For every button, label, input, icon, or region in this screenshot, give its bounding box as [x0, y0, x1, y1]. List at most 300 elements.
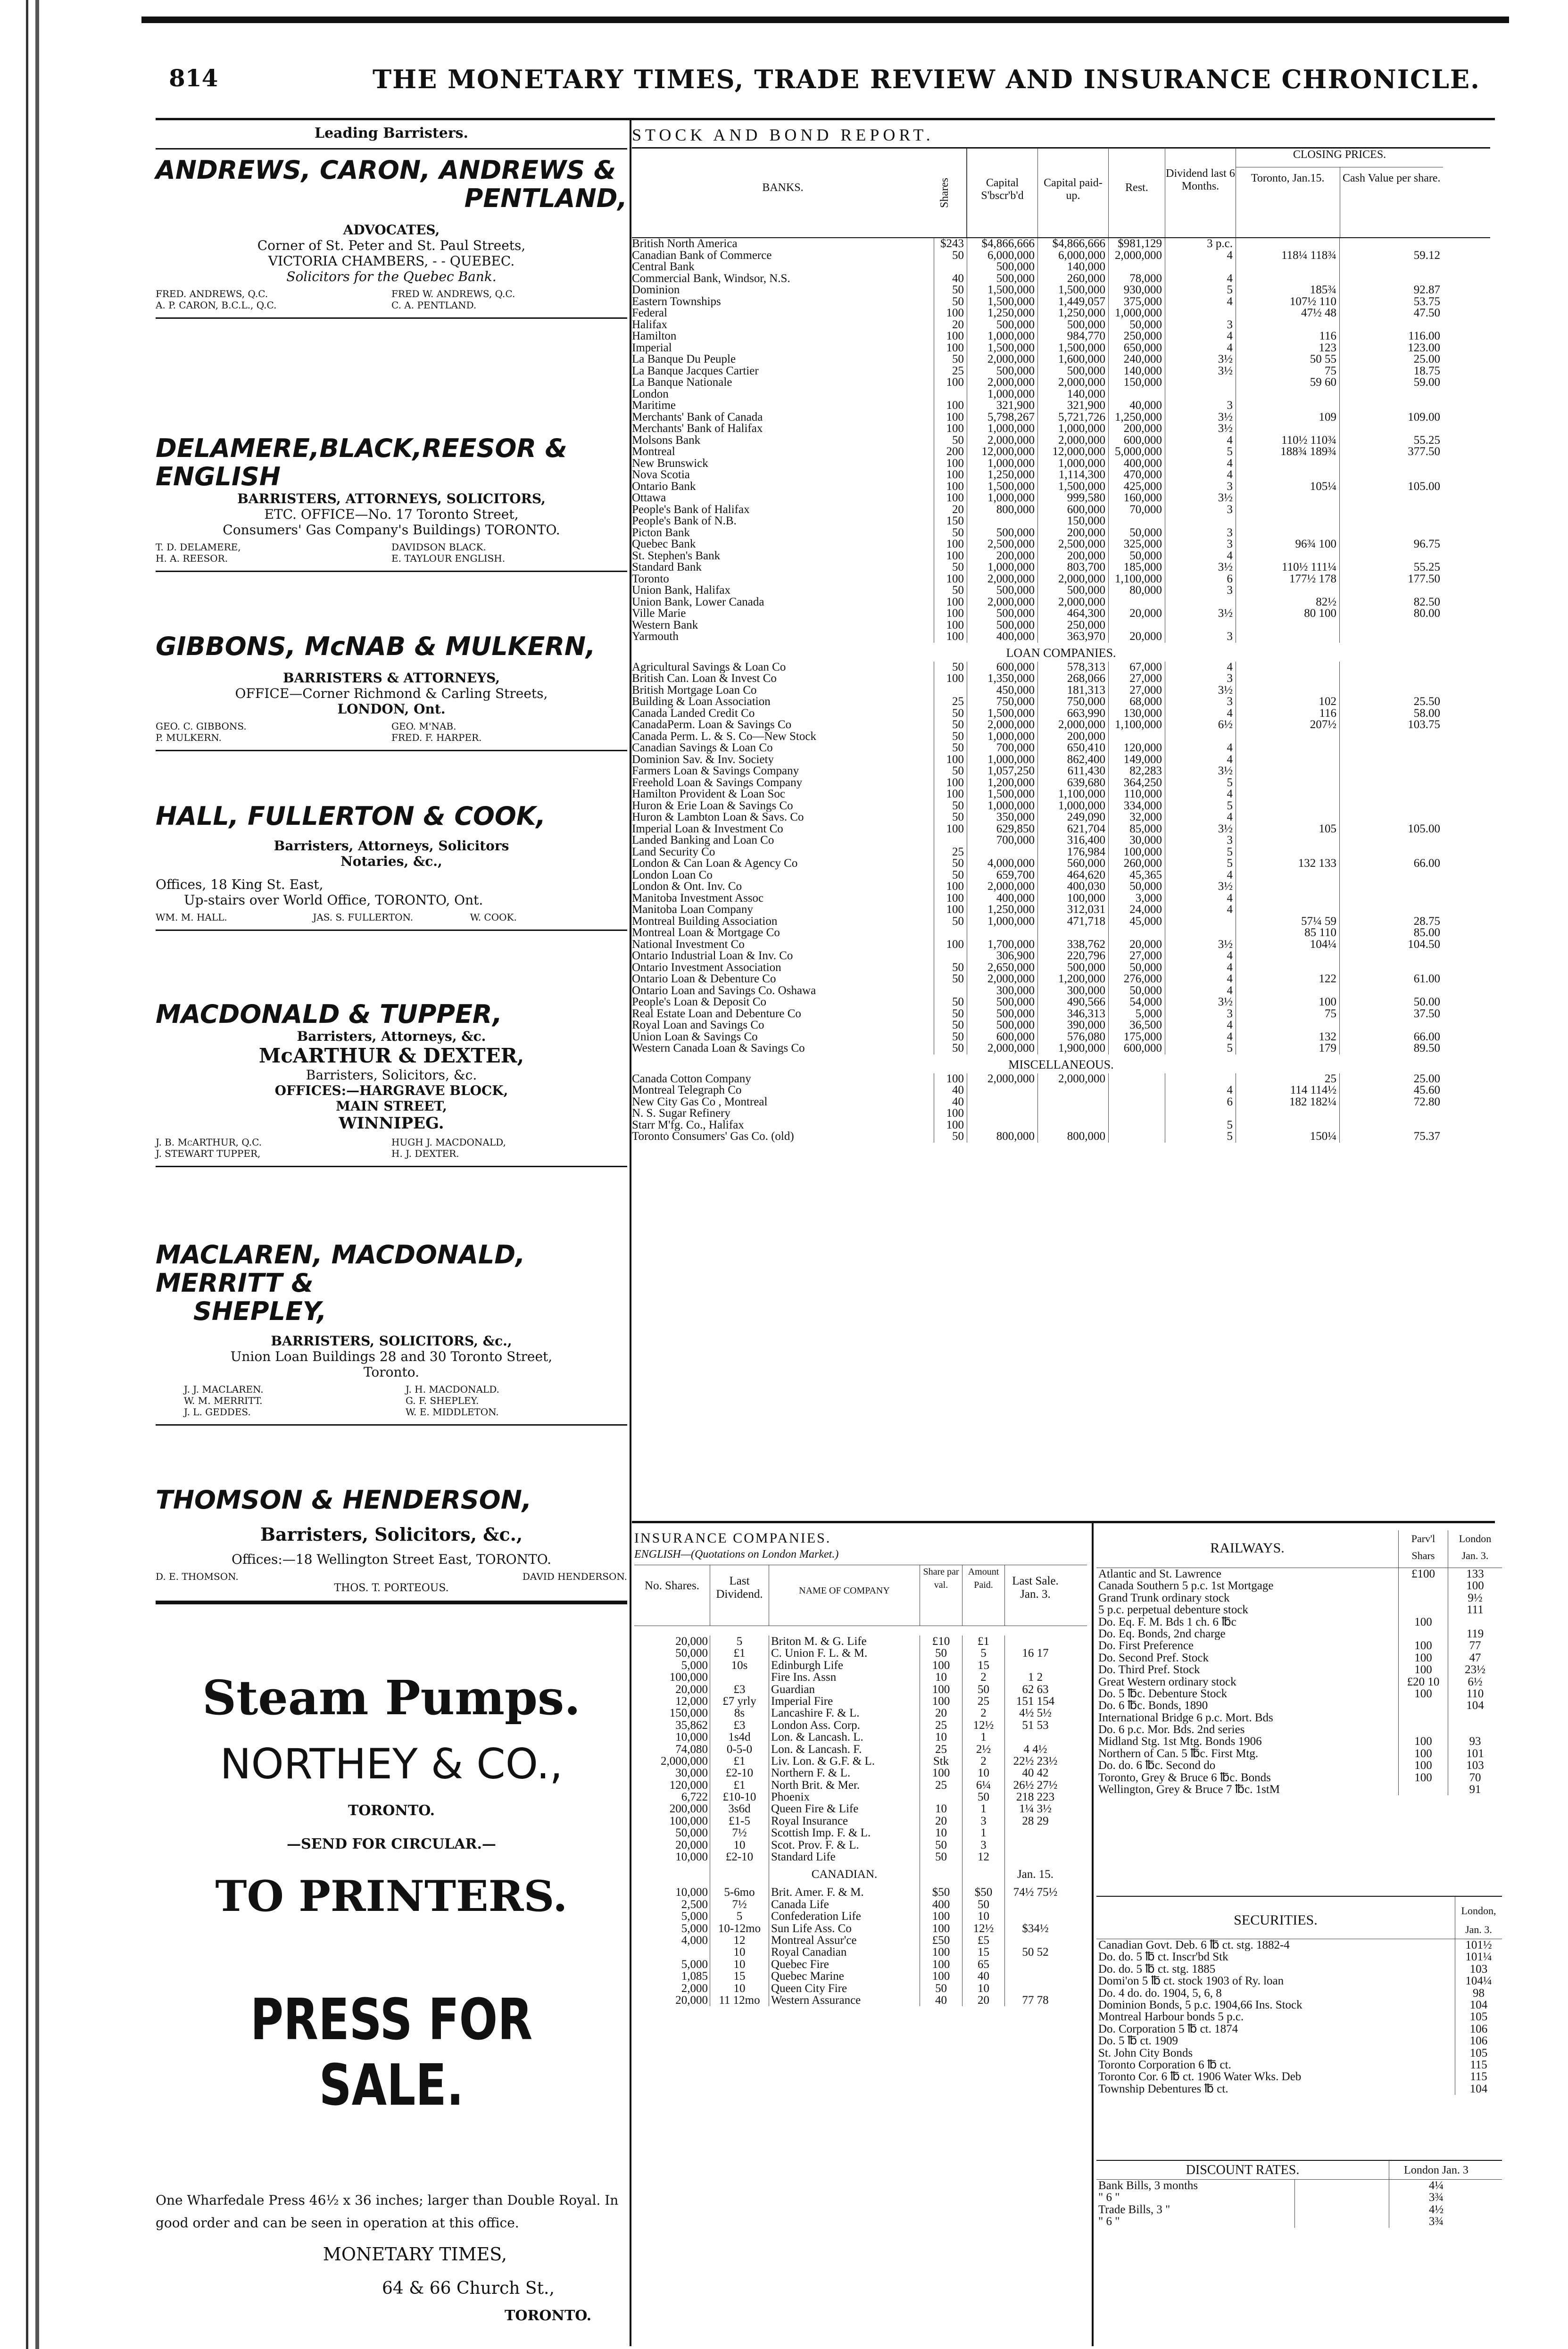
- table-row: [632, 708, 1490, 720]
- table-cell: [1339, 789, 1443, 800]
- table-cell: 560,000: [1037, 858, 1108, 870]
- table-cell: 47: [1448, 1652, 1502, 1664]
- table-cell: 1: [962, 1803, 1004, 1815]
- table-cell: 98: [1455, 1987, 1502, 1999]
- table-cell: 50,000: [1108, 319, 1165, 331]
- table-cell: Huron & Erie Loan & Savings Co: [632, 800, 793, 812]
- table-cell: 500,000: [1037, 962, 1108, 974]
- table-cell: 120,000: [669, 1779, 708, 1792]
- securities-rows: [1096, 1939, 1502, 2095]
- col-header: Shares: [934, 149, 967, 237]
- table-cell: 4: [1165, 435, 1236, 447]
- partner-name: C. A. PENTLAND.: [391, 299, 477, 311]
- table-row: [1096, 2180, 1502, 2191]
- table-cell: 3½: [1165, 823, 1236, 835]
- table-row: [1096, 1700, 1502, 1711]
- table-cell: [1004, 1899, 1066, 1910]
- table-cell: 4: [1165, 1020, 1236, 1031]
- table-cell: 663,990: [1037, 708, 1108, 720]
- table-cell: 30,000: [1108, 835, 1165, 847]
- table-cell: [1236, 893, 1339, 905]
- table-cell: 6½: [1165, 719, 1236, 731]
- table-cell: 1,500,000: [967, 284, 1037, 296]
- table-cell: [1339, 731, 1443, 743]
- table-cell: Starr M'fg. Co., Halifax: [632, 1119, 744, 1131]
- table-cell: [1108, 1073, 1165, 1085]
- table-cell: 20,000: [1108, 631, 1165, 643]
- table-cell: 105.00: [1339, 481, 1443, 493]
- table-cell: 10: [962, 1910, 1004, 1922]
- top-rule: [141, 17, 1509, 23]
- railways: [1096, 1530, 1502, 1795]
- table-cell: [1339, 469, 1443, 481]
- partner-name: W. COOK.: [470, 912, 517, 923]
- table-cell: 10: [710, 1959, 769, 1970]
- partner-name: J. B. McARTHUR, Q.C.: [156, 1137, 262, 1148]
- table-cell: Merchants' Bank of Canada: [632, 411, 763, 423]
- table-cell: 4: [1165, 870, 1236, 881]
- table-cell: 50: [920, 1983, 962, 1994]
- table-cell: 50: [920, 1851, 962, 1863]
- table-row: [632, 585, 1490, 597]
- table-cell: 59.00: [1339, 377, 1443, 389]
- table-cell: 109: [1236, 412, 1339, 423]
- table-row: [1096, 1724, 1502, 1735]
- table-row: [1096, 1568, 1502, 1580]
- table-row: [632, 423, 1490, 435]
- table-cell: 150: [934, 515, 967, 527]
- table-cell: 85,000: [1108, 823, 1165, 835]
- table-cell: 104: [1455, 2083, 1502, 2095]
- table-cell: [1236, 765, 1339, 777]
- table-cell: 5,000: [1108, 1008, 1165, 1020]
- table-cell: 2,000,000: [967, 1043, 1037, 1054]
- table-row: [632, 573, 1490, 585]
- table-row: [632, 731, 1490, 743]
- table-cell: 200,000: [1037, 731, 1108, 743]
- table-row: [1096, 2083, 1502, 2095]
- table-cell: 100: [934, 573, 967, 585]
- table-cell: Do. Second Pref. Stock: [1098, 1652, 1209, 1664]
- table-cell: 82½: [1236, 597, 1339, 608]
- table-cell: [1398, 1628, 1448, 1640]
- table-cell: 24,000: [1108, 904, 1165, 916]
- table-cell: 45,000: [1108, 916, 1165, 928]
- table-cell: 132: [1236, 1031, 1339, 1043]
- table-cell: [934, 927, 967, 939]
- table-cell: 4: [1165, 904, 1236, 916]
- table-cell: [1339, 261, 1443, 273]
- table-cell: 100: [934, 550, 967, 562]
- table-cell: 2: [962, 1707, 1004, 1719]
- table-cell: 28.75: [1339, 916, 1443, 928]
- table-cell: 20: [962, 1994, 1004, 2006]
- table-cell: 500,000: [967, 620, 1037, 631]
- table-row: [632, 261, 1490, 273]
- partner-name: J. L. GEDDES.: [184, 1406, 251, 1418]
- table-row: [632, 927, 1490, 939]
- table-cell: 50: [934, 800, 967, 812]
- table-cell: People's Bank of N.B.: [632, 515, 737, 527]
- table-cell: 133: [1448, 1568, 1502, 1580]
- table-row: [632, 435, 1490, 447]
- table-cell: 50: [934, 962, 967, 974]
- table-cell: [1339, 950, 1443, 962]
- table-row: [1096, 1939, 1502, 1951]
- table-cell: 600,000: [1037, 504, 1108, 516]
- table-cell: 35,862: [675, 1719, 708, 1732]
- table-cell: 103: [1448, 1760, 1502, 1771]
- table-cell: 3: [1165, 835, 1236, 847]
- table-cell: [1108, 1108, 1165, 1120]
- table-cell: 4: [1165, 458, 1236, 470]
- table-cell: 450,000: [967, 685, 1037, 697]
- table-cell: 50: [934, 562, 967, 573]
- table-cell: British North America: [632, 238, 738, 250]
- table-cell: Bank Bills, 3 months: [1098, 2180, 1198, 2192]
- col-header: London, Jan. 3.: [1455, 1897, 1502, 1939]
- table-cell: [1165, 377, 1236, 389]
- table-cell: 471,718: [1037, 916, 1108, 928]
- table-cell: £3: [710, 1719, 769, 1731]
- table-cell: 25.00: [1339, 354, 1443, 365]
- col-header: Parv'l Shars: [1398, 1530, 1448, 1568]
- table-cell: Toronto Consumers' Gas Co. (old): [632, 1131, 794, 1143]
- table-row: [632, 1108, 1490, 1120]
- table-cell: 1: [962, 1731, 1004, 1743]
- table-cell: 50: [934, 296, 967, 308]
- table-cell: 3: [1165, 539, 1236, 550]
- table-cell: 20,000: [675, 1994, 708, 2007]
- table-cell: 400,000: [967, 893, 1037, 905]
- table-cell: Western Bank: [632, 619, 698, 631]
- table-cell: 10: [710, 1983, 769, 1994]
- table-row: [632, 458, 1490, 470]
- firm-line: OFFICE—Corner Richmond & Carling Streets,: [235, 686, 548, 701]
- table-cell: 5: [1165, 847, 1236, 858]
- table-cell: [1339, 847, 1443, 858]
- table-cell: [1004, 1851, 1066, 1863]
- table-cell: Great Western ordinary stock: [1098, 1676, 1236, 1688]
- table-cell: 100: [934, 400, 967, 412]
- table-cell: 500,000: [967, 996, 1037, 1008]
- table-cell: [1108, 1131, 1165, 1143]
- table-cell: 20,000: [675, 1839, 708, 1851]
- table-cell: 2,000,000: [967, 354, 1037, 365]
- table-cell: 276,000: [1108, 973, 1165, 985]
- table-cell: 200,000: [1037, 550, 1108, 562]
- table-cell: 50: [934, 731, 967, 743]
- table-cell: 600,000: [967, 1031, 1037, 1043]
- table-cell: 1,250,000: [967, 469, 1037, 481]
- table-cell: Farmers Loan & Savings Company: [632, 765, 799, 777]
- table-cell: 100: [934, 608, 967, 620]
- table-cell: 4: [1165, 893, 1236, 905]
- table-cell: [1236, 777, 1339, 789]
- col-header: Share par val.: [920, 1565, 962, 1626]
- table-cell: [1339, 1120, 1443, 1131]
- table-cell: 1,057,250: [967, 765, 1037, 777]
- table-cell: [1294, 2204, 1389, 2216]
- table-cell: £1: [710, 1647, 769, 1659]
- table-cell: 0-5-0: [710, 1743, 769, 1755]
- table-cell: [1339, 423, 1443, 435]
- table-row: [632, 950, 1490, 962]
- table-cell: 100: [934, 492, 967, 504]
- table-cell: [1165, 597, 1236, 608]
- table-cell: 3½: [1165, 562, 1236, 573]
- table-cell: 312,031: [1037, 904, 1108, 916]
- table-cell: 1,500,000: [1037, 342, 1108, 354]
- table-cell: 119: [1448, 1628, 1502, 1640]
- table-cell: [1165, 916, 1236, 928]
- table-cell: 5: [962, 1647, 1004, 1659]
- table-cell: 4: [1165, 342, 1236, 354]
- table-cell: 160,000: [1108, 492, 1165, 504]
- table-cell: [1236, 1120, 1339, 1131]
- table-cell: 116: [1236, 331, 1339, 342]
- table-cell: 66.00: [1339, 1031, 1443, 1043]
- page-binding-line: [35, 0, 39, 2349]
- table-row: [1096, 1951, 1502, 1963]
- table-cell: 77: [1448, 1640, 1502, 1652]
- table-cell: 3½: [1165, 765, 1236, 777]
- table-cell: 4: [1165, 708, 1236, 720]
- table-cell: [1236, 835, 1339, 847]
- table-cell: 363,970: [1037, 631, 1108, 643]
- table-row: [634, 1779, 1087, 1791]
- table-row: [632, 1096, 1490, 1108]
- table-cell: [1236, 754, 1339, 766]
- railway-rows: [1096, 1568, 1502, 1795]
- table-cell: Nova Scotia: [632, 469, 690, 481]
- table-cell: [1236, 400, 1339, 412]
- table-cell: 40: [934, 1096, 967, 1108]
- table-cell: Imperial Fire: [769, 1695, 920, 1707]
- firm-line: BARRISTERS, ATTORNEYS, SOLICITORS,: [237, 491, 546, 506]
- table-cell: 2,500: [681, 1898, 708, 1911]
- table-cell: 104: [1455, 1999, 1502, 2011]
- table-cell: 1,000,000: [967, 423, 1037, 435]
- table-cell: Manitoba Investment Assoc: [632, 892, 764, 904]
- firm-line: ETC. OFFICE—No. 17 Toronto Street,: [264, 506, 519, 522]
- table-cell: [1339, 515, 1443, 527]
- table-cell: 25: [934, 696, 967, 708]
- table-row: [1096, 1772, 1502, 1784]
- barristers-column: [156, 125, 627, 2324]
- table-cell: 50: [934, 1008, 967, 1020]
- table-cell: Lon. & Lancash. L.: [769, 1731, 920, 1743]
- firm-line: Barristers, Solicitors, &c.,: [260, 1524, 523, 1545]
- table-cell: Grand Trunk ordinary stock: [1098, 1592, 1230, 1604]
- table-cell: 36,500: [1108, 1020, 1165, 1031]
- table-cell: 3½: [1165, 608, 1236, 620]
- partner-name: HUGH J. MACDONALD,: [391, 1137, 506, 1148]
- table-cell: 4: [1165, 469, 1236, 481]
- table-cell: 2½: [962, 1743, 1004, 1755]
- table-cell: 106: [1455, 2035, 1502, 2047]
- table-cell: [1339, 662, 1443, 673]
- table-cell: Freehold Loan & Savings Company: [632, 777, 803, 789]
- table-cell: 27,000: [1108, 673, 1165, 685]
- table-cell: 2,000,000: [967, 1073, 1037, 1085]
- table-cell: [934, 389, 967, 400]
- table-row: [1096, 1628, 1502, 1640]
- table-cell: [1339, 492, 1443, 504]
- table-row: [632, 469, 1490, 481]
- table-cell: 260,000: [1108, 858, 1165, 870]
- table-cell: 105¼: [1236, 481, 1339, 493]
- table-cell: 3: [1165, 585, 1236, 597]
- table-cell: 306,900: [967, 950, 1037, 962]
- table-cell: $243: [934, 238, 967, 250]
- firm-name-2: SHEPLEY,: [193, 1296, 327, 1326]
- table-cell: 2,650,000: [967, 962, 1037, 974]
- firm-name: MACLAREN, MACDONALD, MERRITT &: [156, 1240, 525, 1298]
- table-cell: 80 100: [1236, 608, 1339, 620]
- table-cell: 50: [934, 1131, 967, 1143]
- table-cell: [1236, 550, 1339, 562]
- table-cell: Northern F. & L.: [769, 1767, 920, 1779]
- table-cell: 50: [934, 708, 967, 720]
- table-cell: 75: [1236, 365, 1339, 377]
- table-cell: 12,000: [675, 1695, 708, 1708]
- table-cell: 177½ 178: [1236, 573, 1339, 585]
- table-cell: British Can. Loan & Invest Co: [632, 673, 777, 685]
- table-cell: 26½ 27½: [1004, 1779, 1066, 1791]
- table-cell: [1004, 1827, 1066, 1839]
- table-row: [634, 1791, 1087, 1803]
- table-cell: Montreal Loan & Mortgage Co: [632, 927, 780, 939]
- table-cell: N. S. Sugar Refinery: [632, 1108, 730, 1120]
- table-cell: 25: [1236, 1073, 1339, 1085]
- table-row: [632, 400, 1490, 412]
- table-cell: Ville Marie: [632, 608, 686, 620]
- col-header: BANKS.: [762, 182, 804, 194]
- table-cell: " 6 ": [1098, 2191, 1120, 2204]
- table-cell: 40: [934, 273, 967, 285]
- table-cell: 50: [934, 870, 967, 881]
- partner-name: DAVIDSON BLACK.: [391, 541, 486, 553]
- table-cell: [1236, 904, 1339, 916]
- table-cell: 100: [934, 539, 967, 550]
- table-row: [632, 1131, 1490, 1143]
- table-cell: 200: [934, 446, 967, 458]
- table-cell: 5: [1165, 1131, 1236, 1143]
- table-cell: 40: [962, 1970, 1004, 1982]
- table-cell: 77 78: [1004, 1994, 1066, 2006]
- table-cell: 50,000: [675, 1647, 708, 1660]
- table-cell: 100: [1398, 1652, 1448, 1664]
- table-cell: 1,900,000: [1037, 1043, 1108, 1054]
- table-cell: 260,000: [1037, 273, 1108, 285]
- table-row: [632, 823, 1490, 835]
- ad-line: PRESS FOR SALE.: [250, 1987, 533, 2118]
- table-cell: 107½ 110: [1236, 296, 1339, 308]
- table-cell: Western Canada Loan & Savings Co: [632, 1043, 805, 1054]
- table-row: [634, 1803, 1087, 1815]
- table-cell: £2-10: [710, 1851, 769, 1863]
- table-cell: 10: [920, 1731, 962, 1743]
- table-cell: 3¾: [1389, 2216, 1483, 2227]
- table-cell: £1: [710, 1755, 769, 1767]
- table-cell: 30,000: [675, 1767, 708, 1779]
- table-row: [1096, 1963, 1502, 1975]
- table-cell: 100: [1398, 1760, 1448, 1771]
- table-cell: 50: [934, 719, 967, 731]
- table-cell: [967, 927, 1037, 939]
- table-cell: Land Security Co: [632, 846, 715, 858]
- table-cell: 20,000: [1108, 608, 1165, 620]
- table-cell: 130,000: [1108, 708, 1165, 720]
- table-cell: 200,000: [1037, 527, 1108, 539]
- table-cell: 5,798,267: [967, 412, 1037, 423]
- table-row: [632, 858, 1490, 870]
- column-divider: [630, 120, 631, 2346]
- table-cell: 4: [1165, 950, 1236, 962]
- table-row: [1096, 1975, 1502, 1987]
- table-cell: St. John City Bonds: [1098, 2047, 1193, 2059]
- table-cell: [1108, 927, 1165, 939]
- table-row: [632, 1043, 1490, 1054]
- table-cell: Canada Southern 5 p.c. 1st Mortgage: [1098, 1580, 1274, 1592]
- table-row: [632, 916, 1490, 928]
- table-cell: Do. 5 ℔ ct. 1909: [1098, 2035, 1178, 2047]
- table-cell: Real Estate Loan and Debenture Co: [632, 1008, 801, 1020]
- table-cell: 470,000: [1108, 469, 1165, 481]
- firm-line: Up-stairs over World Office, TORONTO, Ont.: [184, 892, 483, 908]
- table-cell: 3½: [1165, 996, 1236, 1008]
- partner-name: THOS. T. PORTEOUS.: [334, 1582, 449, 1594]
- table-cell: [1108, 597, 1165, 608]
- table-cell: 53.75: [1339, 296, 1443, 308]
- table-cell: Union Bank, Halifax: [632, 585, 730, 597]
- table-row: [1096, 2216, 1502, 2227]
- table-row: [632, 881, 1490, 893]
- table-cell: Do. Eq. Bonds, 2nd charge: [1098, 1627, 1226, 1640]
- table-cell: 300,000: [967, 985, 1037, 997]
- table-cell: 100: [1398, 1772, 1448, 1784]
- ad-steam-pumps: [156, 1670, 627, 2324]
- table-row: [1096, 1784, 1502, 1795]
- table-row: [634, 1959, 1087, 1970]
- table-cell: 103: [1455, 1963, 1502, 1975]
- table-cell: [1236, 1108, 1339, 1120]
- table-cell: London: [632, 388, 669, 400]
- table-cell: North Brit. & Mer.: [769, 1779, 920, 1791]
- table-cell: 9½: [1448, 1592, 1502, 1604]
- partner-name: E. TAYLOUR ENGLISH.: [391, 553, 506, 564]
- table-cell: 100: [934, 1108, 967, 1120]
- table-row: [632, 412, 1490, 423]
- ad-title: TO PRINTERS.: [215, 1871, 568, 1921]
- table-cell: Merchants' Bank of Halifax: [632, 423, 763, 435]
- table-cell: 62 63: [1004, 1684, 1066, 1695]
- table-cell: 364,250: [1108, 777, 1165, 789]
- header-rule: [156, 118, 1495, 120]
- table-cell: 2,000,000: [967, 719, 1037, 731]
- table-cell: 1,000,000: [1037, 423, 1108, 435]
- table-cell: 50: [934, 435, 967, 447]
- table-cell: 10,000: [675, 1851, 708, 1863]
- table-cell: 100: [920, 1923, 962, 1934]
- table-cell: 930,000: [1108, 284, 1165, 296]
- table-cell: 40: [934, 1085, 967, 1096]
- table-cell: 100: [934, 789, 967, 800]
- col-header: Last Sale. Jan. 3.: [1004, 1565, 1066, 1626]
- table-cell: [967, 1120, 1037, 1131]
- table-cell: 5: [1165, 284, 1236, 296]
